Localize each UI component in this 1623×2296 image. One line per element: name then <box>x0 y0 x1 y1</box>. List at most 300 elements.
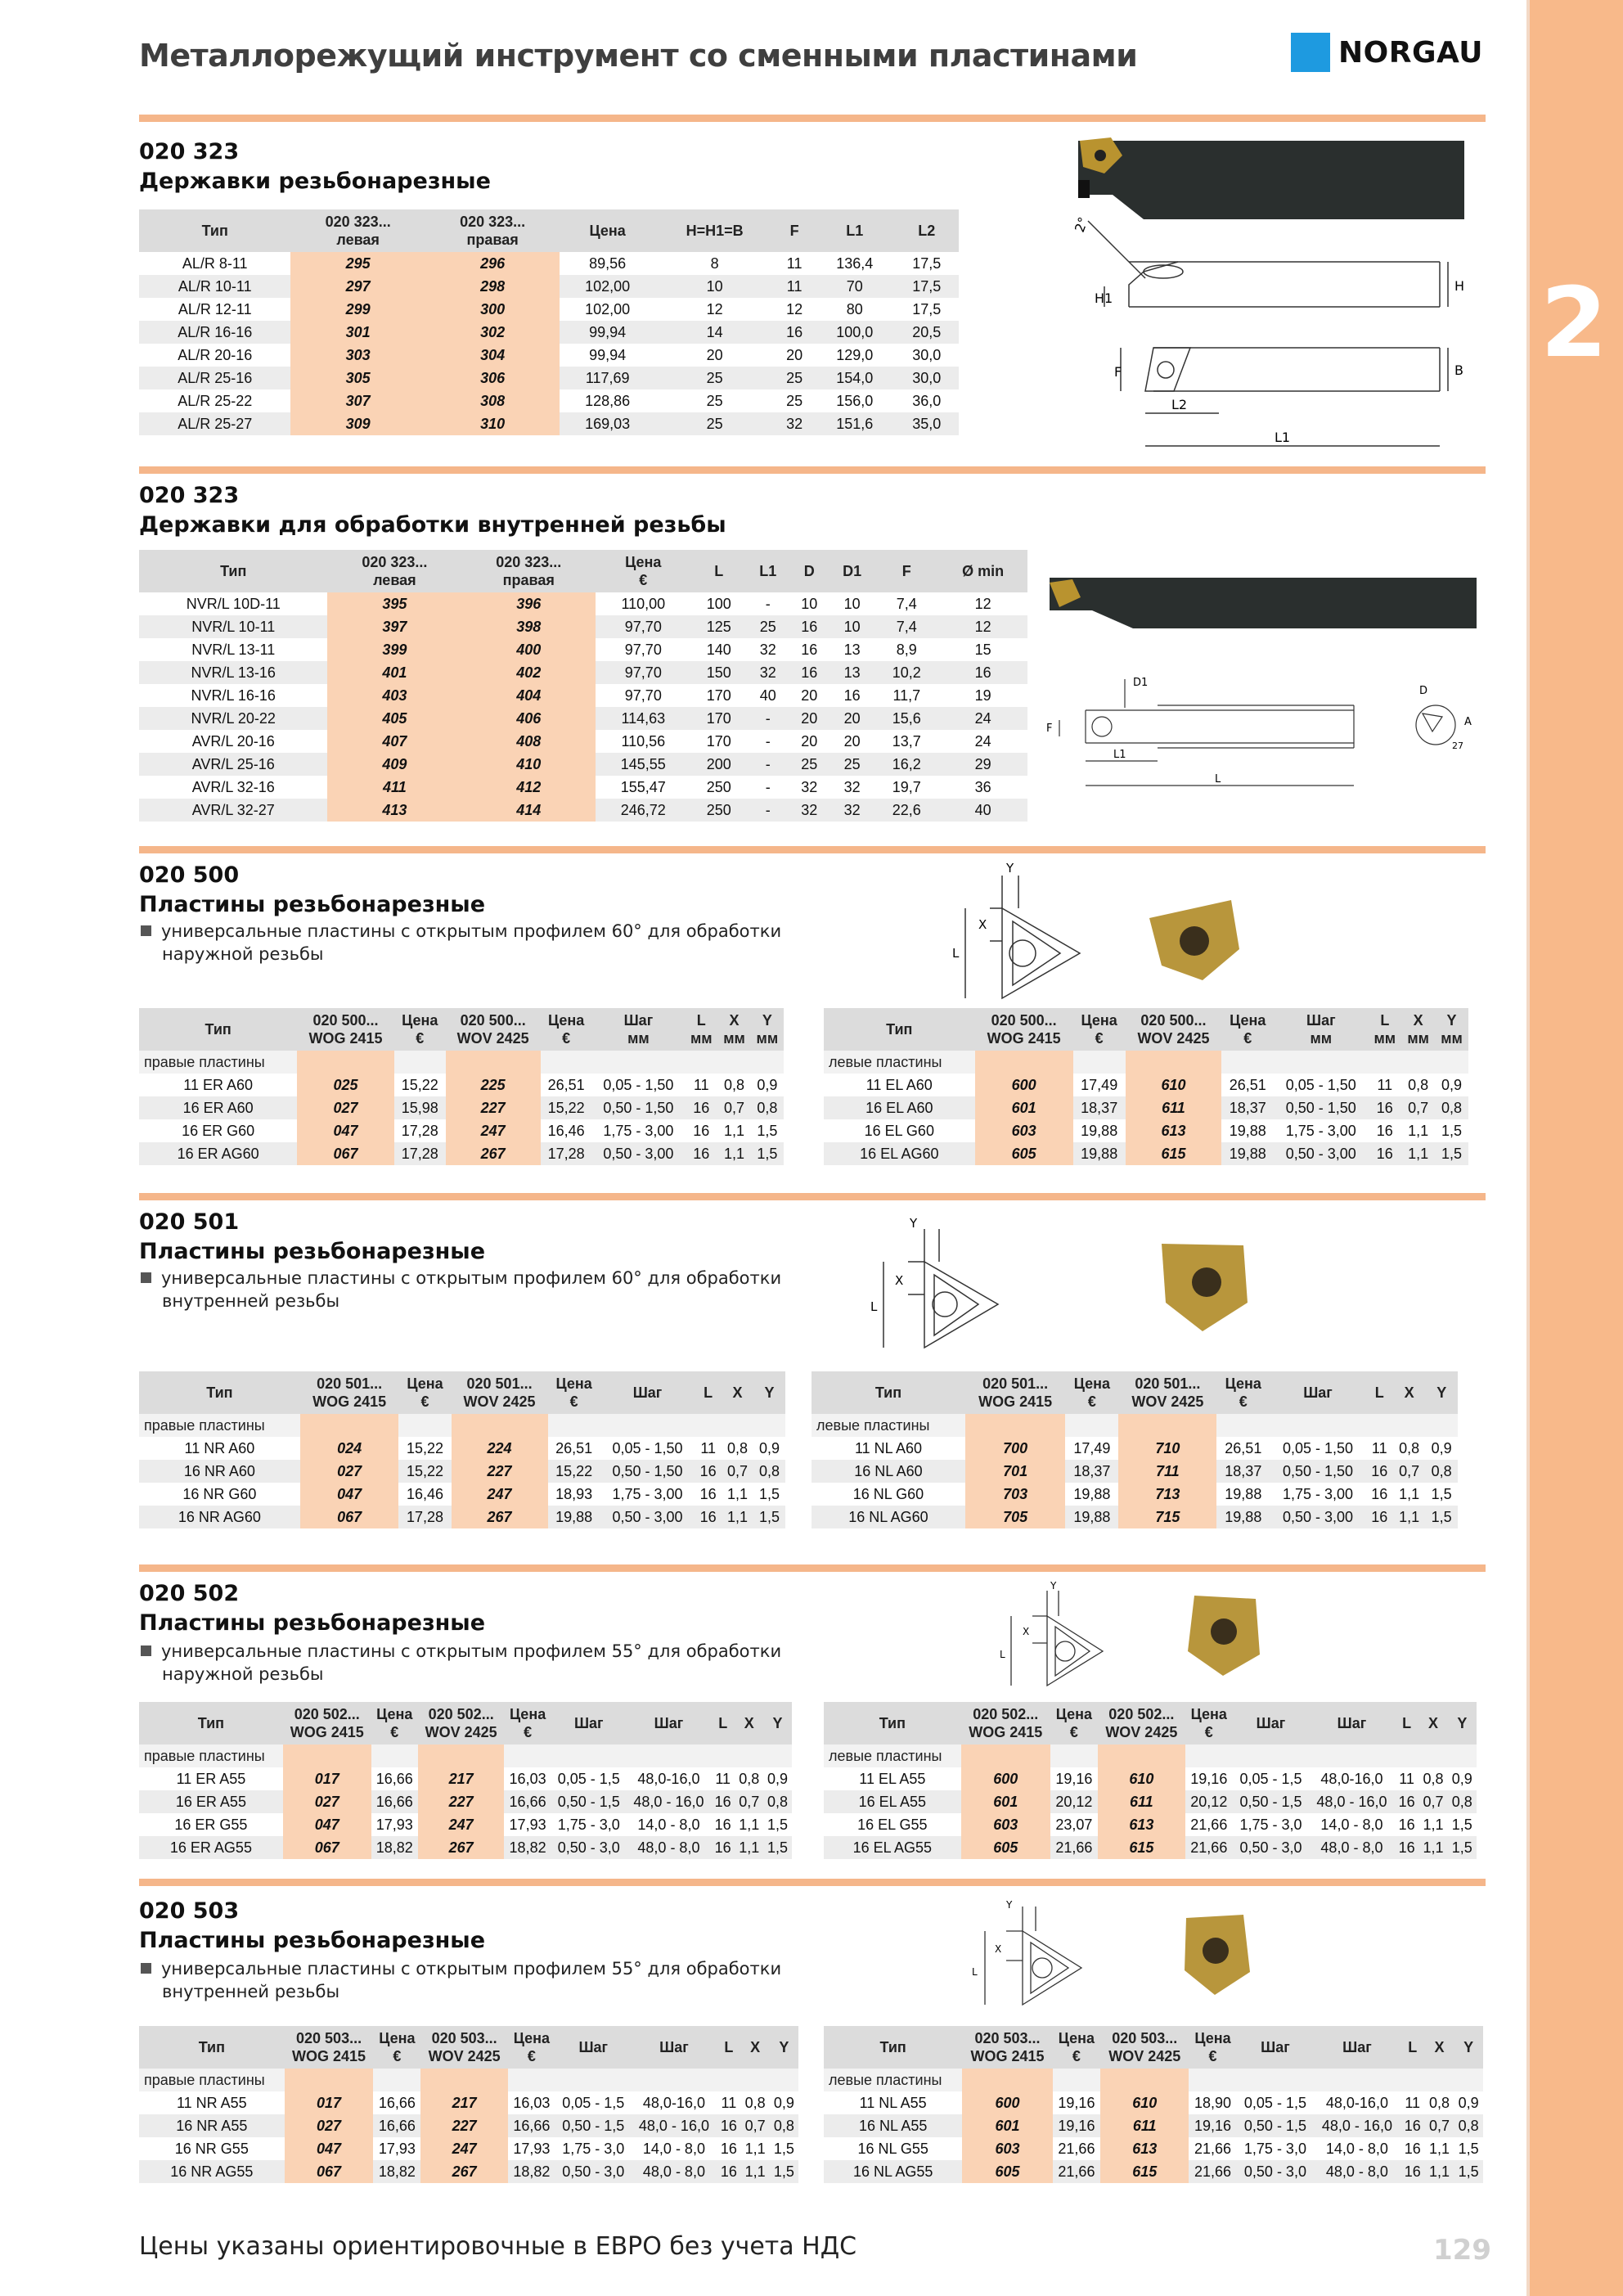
subheader-cell <box>394 1051 446 1074</box>
table-cell: 16 <box>801 641 818 658</box>
header-text: 020 323... <box>460 214 526 230</box>
table-cell: 29 <box>938 753 1027 776</box>
table-cell: 017 <box>285 2091 374 2114</box>
table-row <box>139 2160 798 2183</box>
subheader-cell <box>1270 1414 1365 1437</box>
table-cell: 303 <box>290 344 425 367</box>
table-cell: AL/R 8-11 <box>182 254 248 272</box>
table-cell: 16 NR G55 <box>174 2140 249 2157</box>
column-header <box>327 550 461 592</box>
table-cell: 395 <box>327 592 461 615</box>
table-cell: 48,0 - 8,0 <box>1309 1836 1395 1859</box>
header-text: H=H1=B <box>686 223 744 239</box>
header-text: Цена <box>402 1012 438 1029</box>
table-cell: 20 <box>786 346 803 363</box>
table-cell: 067 <box>283 1836 371 1859</box>
l-label: L <box>1215 773 1221 786</box>
table-cell: 047 <box>297 1119 393 1142</box>
header-text: Y <box>1436 1384 1447 1401</box>
subheader-cell <box>300 1414 399 1437</box>
table-cell: 302 <box>425 321 560 344</box>
section-divider <box>139 115 1486 122</box>
subheader-cell <box>962 2069 1052 2091</box>
header-text: € <box>390 1724 399 1740</box>
column-header <box>824 1008 975 1051</box>
header-text: € <box>562 1030 571 1047</box>
table-cell: 16 <box>1400 2114 1425 2137</box>
table-cell: 605 <box>975 1142 1073 1165</box>
table-cell: 32 <box>774 412 815 435</box>
table-cell: 399 <box>327 638 461 661</box>
table-cell: - <box>747 753 789 776</box>
table-cell: 225 <box>446 1074 541 1096</box>
subheader-cell <box>1100 2069 1189 2091</box>
table-cell: 114,63 <box>596 707 690 730</box>
column-header <box>829 550 874 592</box>
column-header <box>1366 1371 1393 1414</box>
table-cell: 16 ER A55 <box>139 1790 283 1813</box>
table-row <box>139 1074 784 1096</box>
subheader-cell <box>1073 1051 1126 1074</box>
table-cell: 7,4 <box>896 595 917 612</box>
section-title: Пластины резьбонарезные <box>139 1239 486 1264</box>
table-cell: 247 <box>420 2137 508 2160</box>
l1-label: L1 <box>1113 749 1126 761</box>
table-cell: 19,7 <box>892 778 921 795</box>
column-header <box>1098 1702 1185 1745</box>
header-text: D1 <box>843 563 862 579</box>
table-cell: 48,0 - 16,0 <box>1314 2114 1400 2137</box>
header-text: Y <box>1446 1012 1457 1029</box>
table-cell: 11,7 <box>892 687 921 704</box>
header-text: Y <box>772 1715 783 1731</box>
subheader-label: левые пластины <box>824 1745 961 1767</box>
table-cell: 0,50 - 3,0 <box>1233 1836 1309 1859</box>
table-cell: 11 NR A55 <box>176 2094 247 2111</box>
table-cell: 0,50 - 1,5 <box>1233 1790 1309 1813</box>
table-cell: 16 <box>1395 1790 1419 1813</box>
table-cell: 1,75 - 3,0 <box>557 1816 620 1833</box>
table-cell: 267 <box>452 1506 548 1528</box>
subheader-label: левые пластины <box>824 1051 975 1074</box>
left-inserts-table <box>824 1702 1477 1859</box>
table-cell: 0,8 <box>1435 1096 1468 1119</box>
header-text: Тип <box>205 1021 232 1038</box>
table-row <box>812 1506 1458 1528</box>
table-cell: 20 <box>829 707 874 730</box>
table-cell: 16,03 <box>513 2094 551 2111</box>
column-header <box>1448 1702 1477 1745</box>
header-text: 020 501... <box>466 1375 533 1392</box>
section-divider <box>139 1564 1486 1572</box>
column-header <box>1418 1702 1447 1745</box>
column-header <box>1400 2026 1425 2069</box>
table-cell: 613 <box>1100 2137 1189 2160</box>
table-row <box>139 1096 784 1119</box>
table-cell: 1,1 <box>1401 1142 1435 1165</box>
subheader-label: правые пластины <box>139 1051 297 1074</box>
table-cell: 7,4 <box>874 615 938 638</box>
table-cell: 25 <box>747 615 789 638</box>
subheader-cell <box>1216 1414 1270 1437</box>
table-cell: 48,0-16,0 <box>642 2094 705 2111</box>
table-cell: 17,49 <box>1073 1439 1111 1456</box>
subheader-row <box>824 1051 1468 1074</box>
subheader-cell <box>695 1414 722 1437</box>
header-text: Шаг <box>573 1715 604 1731</box>
table-cell: 17,28 <box>394 1142 446 1165</box>
table-cell: 1,5 <box>757 1122 778 1139</box>
column-header <box>815 209 895 252</box>
header-text: правая <box>502 572 555 588</box>
table-cell: 298 <box>425 275 560 298</box>
table-cell: 17,93 <box>375 1816 413 1833</box>
table-cell: 97,70 <box>624 641 662 658</box>
table-cell: 027 <box>297 1096 393 1119</box>
table-cell: 1,5 <box>773 2140 794 2157</box>
header-text: мм <box>690 1030 713 1047</box>
section-title: Державки резьбонарезные <box>139 169 491 194</box>
table-cell: 705 <box>965 1506 1065 1528</box>
x-label: X <box>1023 1626 1030 1637</box>
table-cell: 14,0 - 8,0 <box>1325 2140 1388 2157</box>
table-cell: 12 <box>786 300 803 317</box>
column-header <box>824 2026 962 2069</box>
subheader-cell <box>763 1745 792 1767</box>
table-cell: 227 <box>418 1790 505 1813</box>
column-header <box>541 1008 592 1051</box>
header-text: WOV 2425 <box>1105 1724 1178 1740</box>
header-text: € <box>416 1030 425 1047</box>
table-cell: 25 <box>774 367 815 389</box>
table-cell: 22,6 <box>874 799 938 822</box>
header-text: X <box>729 1012 740 1029</box>
insert-diagram <box>916 859 1374 1015</box>
table-cell: 16 <box>1371 1485 1388 1502</box>
table-row <box>139 615 1027 638</box>
column-header <box>555 2026 632 2069</box>
header-text: € <box>1072 2048 1081 2064</box>
table-cell: 11 <box>1377 1076 1393 1093</box>
header-text: Тип <box>879 2039 906 2055</box>
subheader-row <box>824 2069 1483 2091</box>
table-cell: 16 <box>720 2140 737 2157</box>
table-cell: 100 <box>706 595 731 612</box>
header-text: Шаг <box>1337 1715 1367 1731</box>
column-header <box>1185 1702 1233 1745</box>
table-cell: 1,75 - 3,00 <box>1282 1485 1354 1502</box>
table-cell: 600 <box>962 2091 1052 2114</box>
left-inserts-table <box>824 2026 1483 2183</box>
chapter-number: 2 <box>1540 266 1608 379</box>
column-header <box>789 550 829 592</box>
table-cell: 0,8 <box>1428 2094 1450 2111</box>
table-cell: 16 <box>1366 1506 1393 1528</box>
subheader-cell <box>283 1745 371 1767</box>
table-cell: 18,82 <box>504 1836 551 1859</box>
subheader-cell <box>1425 2069 1454 2091</box>
left-inserts-table <box>824 1008 1468 1165</box>
header-text: 020 501... <box>317 1375 383 1392</box>
table-cell: 017 <box>283 1767 371 1790</box>
header-text: X <box>1404 1384 1414 1401</box>
table-cell: 20,12 <box>1050 1790 1098 1813</box>
header-text: € <box>1208 2048 1217 2064</box>
table-cell: 20 <box>706 346 723 363</box>
header-text: X <box>1428 1715 1439 1731</box>
table-cell: 15,22 <box>398 1460 451 1483</box>
table-cell: 99,94 <box>589 346 627 363</box>
table-cell: 11 NL A60 <box>854 1439 923 1456</box>
subheader-cell <box>632 2069 717 2091</box>
column-header <box>1435 1008 1468 1051</box>
table-cell: 1,1 <box>741 2160 770 2183</box>
subheader-cell <box>711 1745 735 1767</box>
subheader-row <box>139 1051 784 1074</box>
b-label: B <box>1454 362 1463 378</box>
table-cell: 19,16 <box>1189 2114 1237 2137</box>
table-cell: 32 <box>747 661 789 684</box>
d-label: D <box>1419 685 1428 697</box>
header-text: D <box>803 563 815 579</box>
header-text: F <box>789 223 799 239</box>
table-cell: 10 <box>655 275 774 298</box>
table-cell: 15,22 <box>548 1460 600 1483</box>
table-cell: 600 <box>975 1074 1073 1096</box>
table-cell: 1,5 <box>1451 1816 1472 1833</box>
table-row <box>139 2091 798 2114</box>
right-inserts-table <box>139 1371 785 1528</box>
table-cell: 710 <box>1118 1437 1216 1460</box>
header-text: € <box>527 2048 536 2064</box>
table-cell: 301 <box>290 321 425 344</box>
table-cell: 32 <box>801 778 818 795</box>
l-label: L <box>952 946 960 961</box>
table-cell: 97,70 <box>596 661 690 684</box>
table-row <box>139 389 959 412</box>
table-cell: 16 EL A60 <box>824 1096 975 1119</box>
footer-note: Цены указаны ориентировочные в ЕВРО без учета НДС <box>139 2232 857 2261</box>
column-header <box>371 1702 418 1745</box>
header-text: Шаг <box>1342 2039 1372 2055</box>
header-text: € <box>569 1393 578 1410</box>
column-header <box>1233 1702 1309 1745</box>
column-header <box>394 1008 446 1051</box>
header-text: Тип <box>197 1715 225 1731</box>
y-label: Y <box>1006 861 1014 876</box>
header-text: Цена <box>625 554 662 570</box>
table-row <box>139 753 1027 776</box>
table-cell: - <box>765 595 771 612</box>
column-header <box>1053 2026 1101 2069</box>
column-header <box>139 550 327 592</box>
table-cell: 19,16 <box>1055 1770 1093 1787</box>
insert-screw <box>1095 150 1106 161</box>
header-text: Цена <box>1081 1012 1117 1029</box>
bullet-square-icon <box>141 1272 151 1283</box>
table-cell: 700 <box>965 1437 1065 1460</box>
header-text: € <box>639 572 648 588</box>
table-cell: 11 <box>774 275 815 298</box>
header-text: L <box>1380 1012 1390 1029</box>
table-row <box>139 592 1027 615</box>
header-text: WOV 2425 <box>428 2048 501 2064</box>
table-cell: 297 <box>290 275 425 298</box>
header-text: Тип <box>220 563 247 579</box>
header-text: 020 501... <box>982 1375 1049 1392</box>
table-row <box>139 638 1027 661</box>
table-cell: 610 <box>1100 2091 1189 2114</box>
table-cell: 408 <box>461 730 596 753</box>
l-label: L <box>972 1966 978 1978</box>
table-row <box>139 2114 798 2137</box>
table-cell: 16 NR A55 <box>139 2114 285 2137</box>
header-text: мм <box>627 1030 650 1047</box>
table-cell: 15,98 <box>394 1096 446 1119</box>
subheader-cell <box>975 1051 1073 1074</box>
column-header <box>373 2026 420 2069</box>
table-cell: 605 <box>961 1836 1050 1859</box>
table-cell: 267 <box>418 1836 505 1859</box>
table-cell: 16,66 <box>504 1790 551 1813</box>
table-cell: 70 <box>815 275 895 298</box>
table-cell: 23,07 <box>1055 1816 1093 1833</box>
table-cell: 027 <box>285 2114 374 2137</box>
section-code: 020 501 <box>139 1209 240 1235</box>
column-header <box>1216 1371 1270 1414</box>
column-header <box>763 1702 792 1745</box>
header-text: Цена <box>589 223 626 239</box>
table-header-row <box>139 2026 798 2069</box>
header-text: мм <box>1310 1030 1333 1047</box>
table-cell: 1,5 <box>753 1506 785 1528</box>
table-cell: 401 <box>327 661 461 684</box>
header-text: Цена <box>1225 1375 1261 1392</box>
table-cell: 80 <box>846 300 863 317</box>
table-cell: 17,49 <box>1081 1076 1118 1093</box>
column-header <box>711 1702 735 1745</box>
header-text: Шаг <box>578 2039 609 2055</box>
table-cell: 32 <box>829 799 874 822</box>
table-cell: 32 <box>789 799 829 822</box>
subheader-cell <box>753 1414 785 1437</box>
table-row <box>139 2137 798 2160</box>
table-cell: 30,0 <box>912 346 942 363</box>
table-cell: 117,69 <box>560 367 655 389</box>
table-cell: 128,86 <box>585 392 631 409</box>
header-text: € <box>1239 1393 1248 1410</box>
table-cell: 400 <box>461 638 596 661</box>
header-text: 020 502... <box>1108 1706 1175 1722</box>
table-cell: 16 NL A60 <box>812 1460 965 1483</box>
header-text: 020 501... <box>1135 1375 1201 1392</box>
section-bullet: универсальные пластины с открытым профилем 55° для обработки внутренней резьбы <box>141 1957 781 2003</box>
table-header-row <box>139 1702 792 1745</box>
section-code: 020 502 <box>139 1581 240 1606</box>
table-cell: 299 <box>290 298 425 321</box>
table-header-row <box>139 1008 784 1051</box>
header-text: WOV 2425 <box>1131 1393 1204 1410</box>
table-cell: 0,8 <box>1448 1790 1477 1813</box>
bullet-square-icon <box>141 1645 151 1656</box>
header-text: 020 503... <box>296 2030 362 2046</box>
f-label: F <box>1046 723 1053 735</box>
table-cell: 047 <box>283 1813 371 1836</box>
page-title: Металлорежущий инструмент со сменными пластинами <box>139 38 1138 74</box>
table-cell: 16 NL A55 <box>824 2114 962 2137</box>
table-cell: 16 <box>1376 1122 1393 1139</box>
table-cell: 0,8 <box>1454 2114 1483 2137</box>
table-cell: 1,75 - 3,0 <box>1243 2140 1306 2157</box>
table-cell: NVR/L 10-11 <box>139 615 327 638</box>
header-text: Цена <box>376 1706 413 1722</box>
table-cell: 1,5 <box>763 1836 792 1859</box>
table-cell: AL/R 25-16 <box>139 367 290 389</box>
column-header <box>596 550 690 592</box>
table-cell: 17,28 <box>541 1142 592 1165</box>
header-text: L2 <box>918 223 936 239</box>
table-cell: 296 <box>425 252 560 275</box>
table-cell: 0,8 <box>724 1076 745 1093</box>
table-cell: 16 <box>938 661 1027 684</box>
clamp-photo <box>1078 180 1090 198</box>
table-cell: 14,0 - 8,0 <box>1320 1816 1383 1833</box>
table-cell: 1,5 <box>770 2160 798 2183</box>
header-text: WOG 2415 <box>308 1030 383 1047</box>
subheader-cell <box>297 1051 393 1074</box>
holder-body-photo <box>1078 141 1464 219</box>
table-cell: 18,82 <box>508 2160 555 2183</box>
table-cell: 16 <box>774 321 815 344</box>
column-header <box>770 2026 798 2069</box>
header-text: Y <box>764 1384 775 1401</box>
column-header <box>938 550 1027 592</box>
table-cell: 16 <box>843 687 861 704</box>
table-cell: 1,75 - 3,00 <box>603 1122 674 1139</box>
section-code: 020 323 <box>139 483 240 508</box>
column-header <box>1395 1702 1419 1745</box>
table-row <box>812 1437 1458 1460</box>
table-cell: 19,16 <box>1058 2094 1095 2111</box>
column-header <box>1401 1008 1435 1051</box>
left-inserts-table <box>812 1371 1458 1528</box>
subheader-cell <box>722 1414 753 1437</box>
table-cell: 0,9 <box>758 1439 780 1456</box>
table-cell: 1,1 <box>722 1506 753 1528</box>
table-row <box>139 1836 792 1859</box>
table-cell: 0,8 <box>753 1460 785 1483</box>
table-cell: 601 <box>962 2114 1052 2137</box>
column-header <box>735 1702 763 1745</box>
table-cell: 17,93 <box>509 1816 546 1833</box>
subheader-cell <box>1274 1051 1368 1074</box>
header-text: WOG 2415 <box>978 1393 1053 1410</box>
table-cell: 0,05 - 1,5 <box>557 1770 620 1787</box>
table-cell: 613 <box>1126 1119 1222 1142</box>
header-text: 020 500... <box>991 1012 1057 1029</box>
table-cell: 24 <box>974 732 991 750</box>
header-text: € <box>1243 1030 1252 1047</box>
table-cell: - <box>765 732 771 750</box>
column-header <box>592 1008 686 1051</box>
table-cell: 0,7 <box>1425 2114 1454 2137</box>
column-header <box>1425 1371 1458 1414</box>
table-cell: 0,50 - 1,50 <box>1270 1460 1365 1483</box>
table-cell: 18,37 <box>1216 1460 1270 1483</box>
table-cell: 11 <box>1399 1770 1414 1787</box>
header-text: L <box>1408 2039 1418 2055</box>
table-cell: 19,88 <box>1221 1142 1274 1165</box>
